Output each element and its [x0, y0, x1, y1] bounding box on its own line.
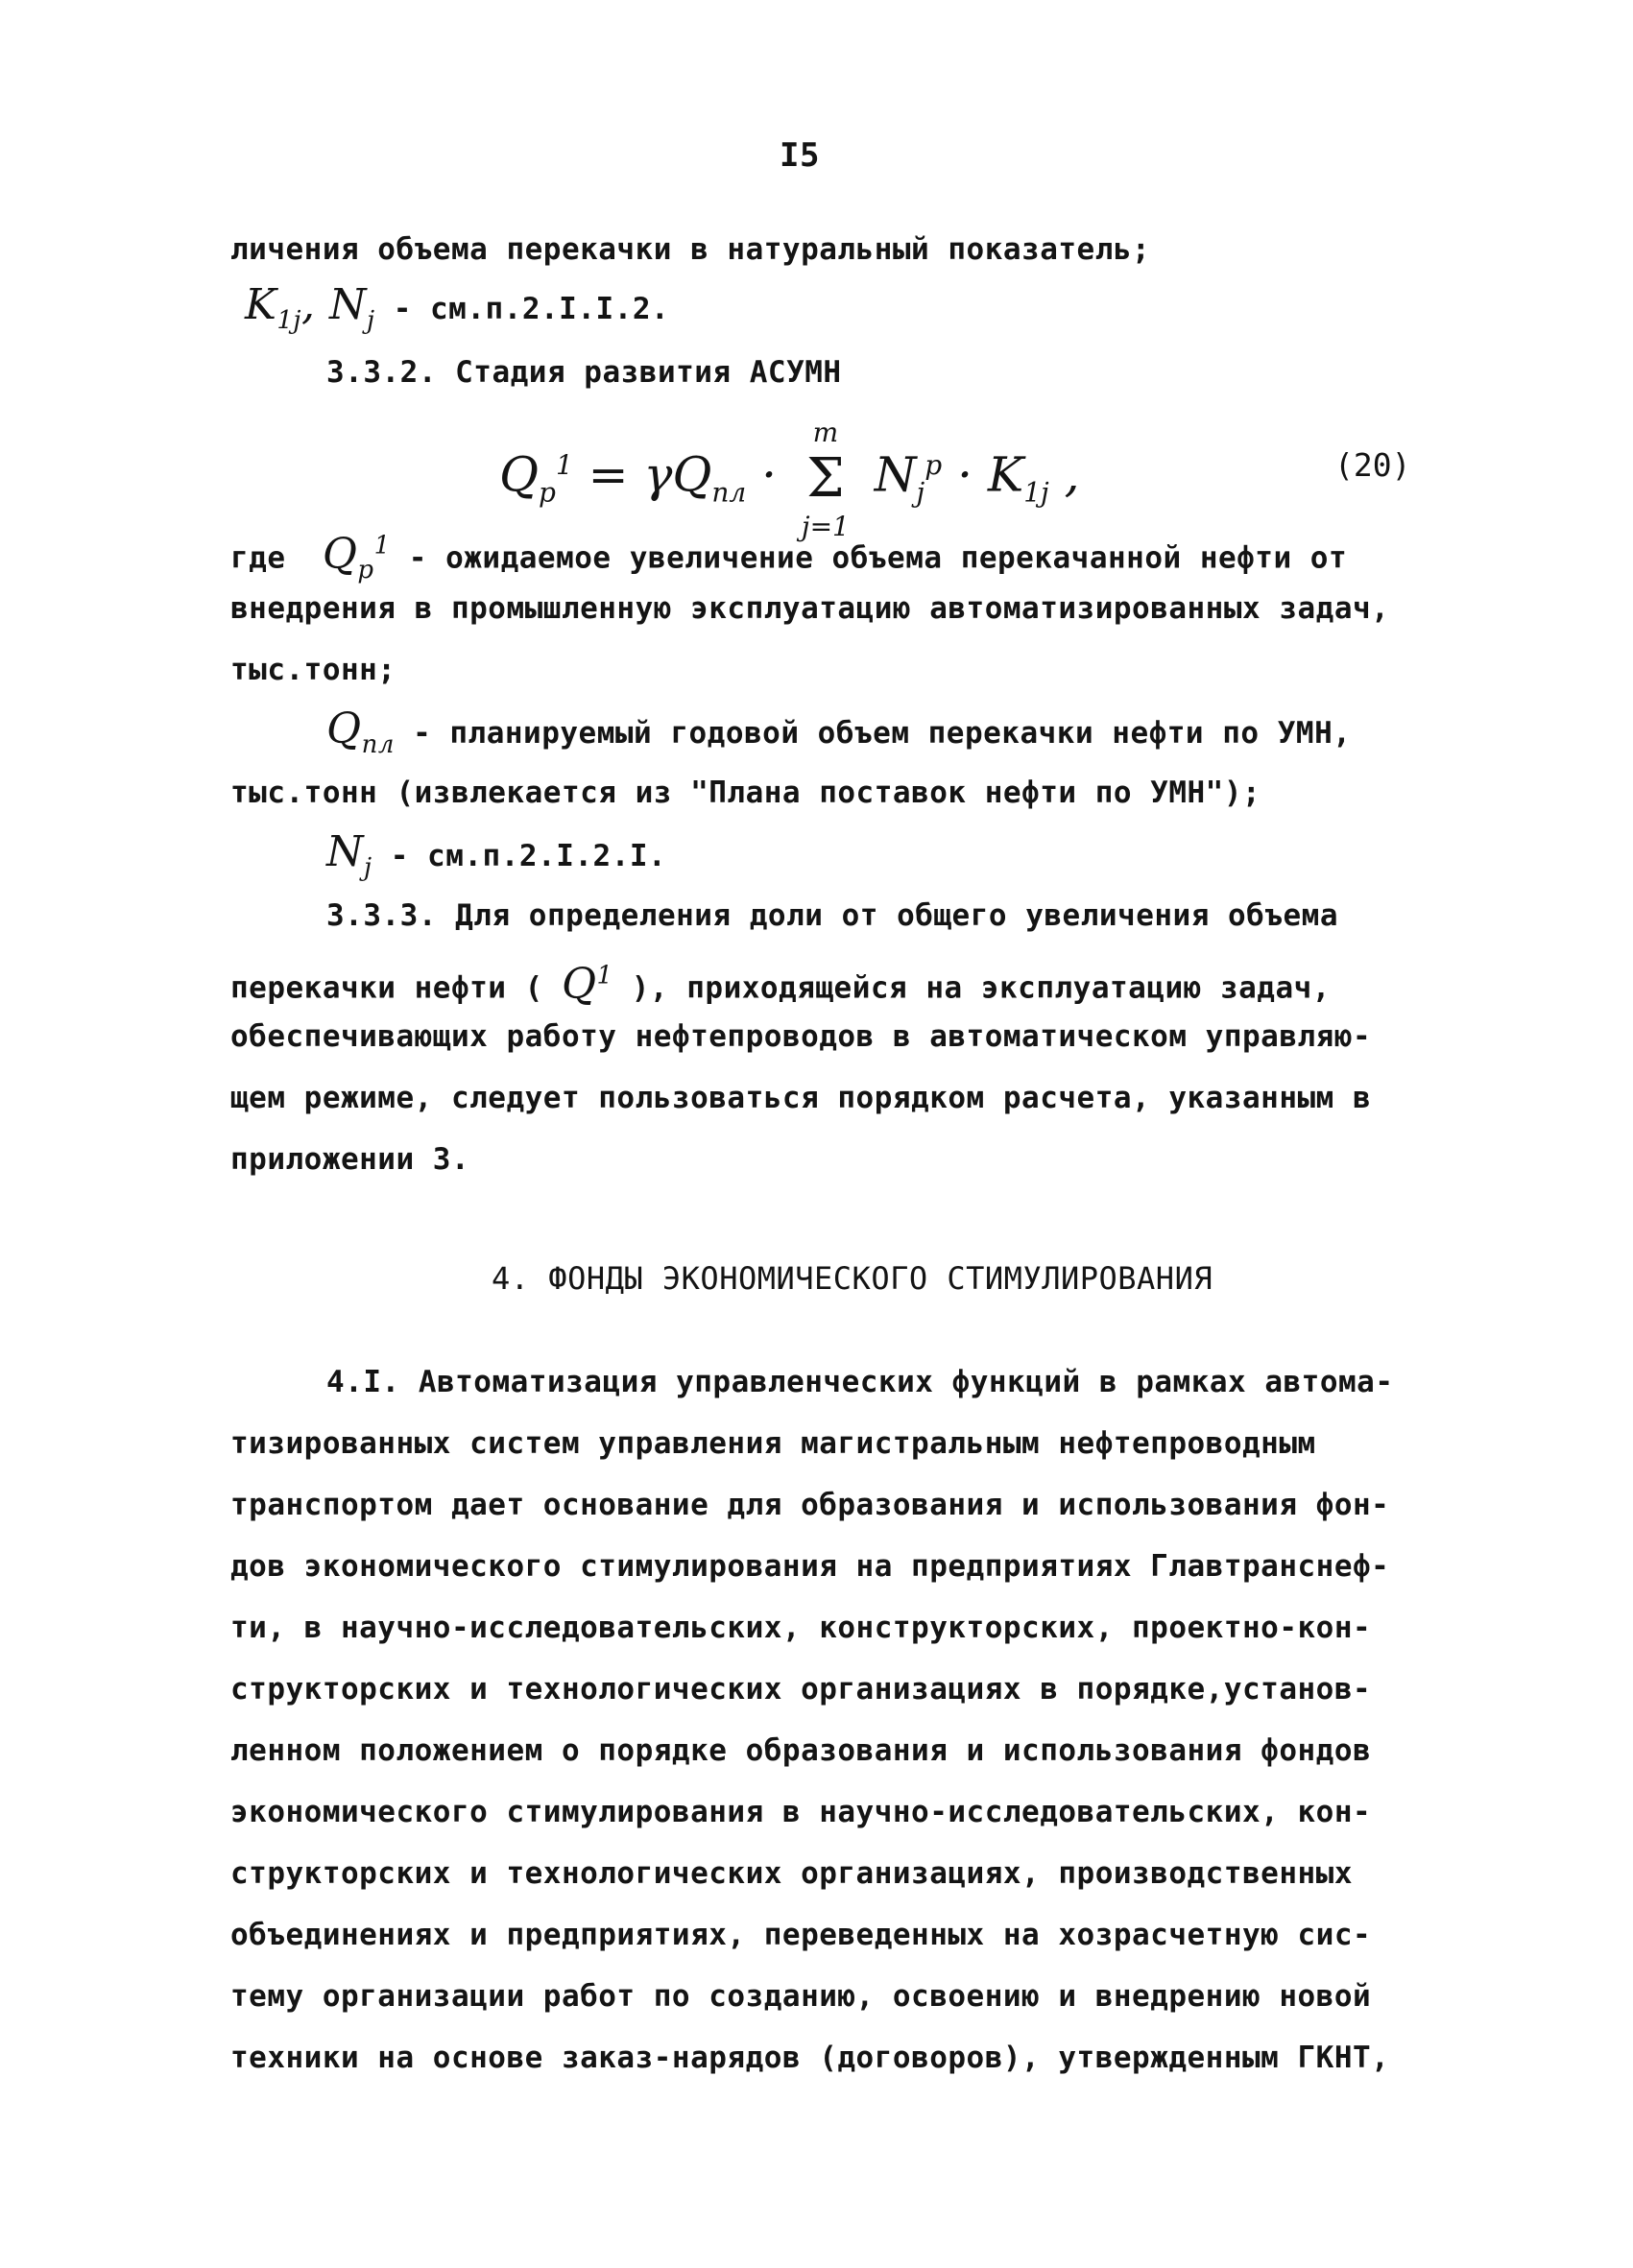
- paragraph-line: ти, в научно-исследовательских, конструкторских, проектно-кон-: [230, 1611, 1372, 1645]
- paragraph-line: экономического стимулирования в научно-исследовательских, кон-: [230, 1795, 1372, 1829]
- paragraph-line: 3.3.3. Для определения доли от общего увеличения объема: [326, 898, 1338, 933]
- definition-nj: [326, 827, 667, 887]
- text-line: личения объема перекачки в натуральный показатель;: [230, 232, 1151, 267]
- paragraph-line: объединениях и предприятиях, переведенных на хозрасчетную сис-: [230, 1918, 1372, 1952]
- paragraph-line: тему организации работ по созданию, освоению и внедрению новой: [230, 1979, 1372, 2014]
- section-heading: 4. ФОНДЫ ЭКОНОМИЧЕСКОГО СТИМУЛИРОВАНИЯ: [492, 1260, 1213, 1297]
- text-line: внедрения в промышленную эксплуатацию автоматизированных задач,: [230, 591, 1390, 626]
- reference-line: [245, 280, 670, 340]
- summation-symbol: m Σ j=1: [801, 416, 850, 542]
- paragraph-text: ), приходящейся на эксплуатацию задач,: [631, 970, 1331, 1006]
- paragraph-line: [230, 956, 1331, 1008]
- definition-qp: [230, 526, 1347, 588]
- paragraph-line: транспортом дает основание для образования и использования фон-: [230, 1488, 1390, 1522]
- k-nj-symbol: $K_{1j}$, $N_j$: [245, 280, 375, 335]
- paragraph-line: обеспечивающих работу нефтепроводов в автоматическом управляю-: [230, 1019, 1372, 1054]
- paragraph-line: тизированных систем управления магистральным нефтепроводным: [230, 1426, 1316, 1461]
- where-word: где: [230, 540, 286, 576]
- paragraph-line: структорских и технологических организациях, производственных: [230, 1856, 1353, 1891]
- paragraph-line: 4.I. Автоматизация управленческих функций в рамках автома-: [326, 1365, 1394, 1399]
- formula-number: (20): [1334, 446, 1411, 484]
- text-line: тыс.тонн (извлекается из "Плана поставок нефти по УМН");: [230, 776, 1261, 810]
- qpl-symbol: $Q_{пл}$: [326, 704, 395, 759]
- paragraph-line: дов экономического стимулирования на предприятиях Главтранснеф-: [230, 1549, 1390, 1584]
- definition-text: - планируемый годовой объем перекачки нефти по УМН,: [413, 716, 1352, 751]
- paragraph-line: щем режиме, следует пользоваться порядком расчета, указанным в: [230, 1081, 1372, 1115]
- paragraph-line: приложении 3.: [230, 1142, 470, 1177]
- paragraph-text: перекачки нефти (: [230, 970, 543, 1006]
- definition-qpl: [326, 704, 1352, 764]
- paragraph-line: структорских и технологических организациях в порядке,установ-: [230, 1672, 1372, 1707]
- definition-text: - ожидаемое увеличение объема перекачанной нефти от: [408, 540, 1348, 576]
- q1-symbol: $Q^1$: [561, 959, 613, 1009]
- page-number: I5: [780, 136, 820, 175]
- definition-text: - см.п.2.I.2.I.: [390, 839, 667, 873]
- paragraph-line: ленном положением о порядке образования и использования фондов: [230, 1733, 1372, 1768]
- nj-symbol: $N_j$: [326, 827, 372, 882]
- text-line: тыс.тонн;: [230, 653, 396, 687]
- qp-symbol: $Q_p^1$: [322, 529, 391, 585]
- formula-20: $Q_p^1 = \gamma Q_{пл}$ · m Σ j=1 $N_j^p \cdot K_{1j}$ ,: [499, 416, 1080, 542]
- reference-text: - см.п.2.I.I.2.: [374, 292, 670, 326]
- paragraph-line: техники на основе заказ-нарядов (договоров), утвержденным ГКНТ,: [230, 2041, 1390, 2075]
- subsection-heading: 3.3.2. Стадия развития АСУМН: [326, 355, 842, 390]
